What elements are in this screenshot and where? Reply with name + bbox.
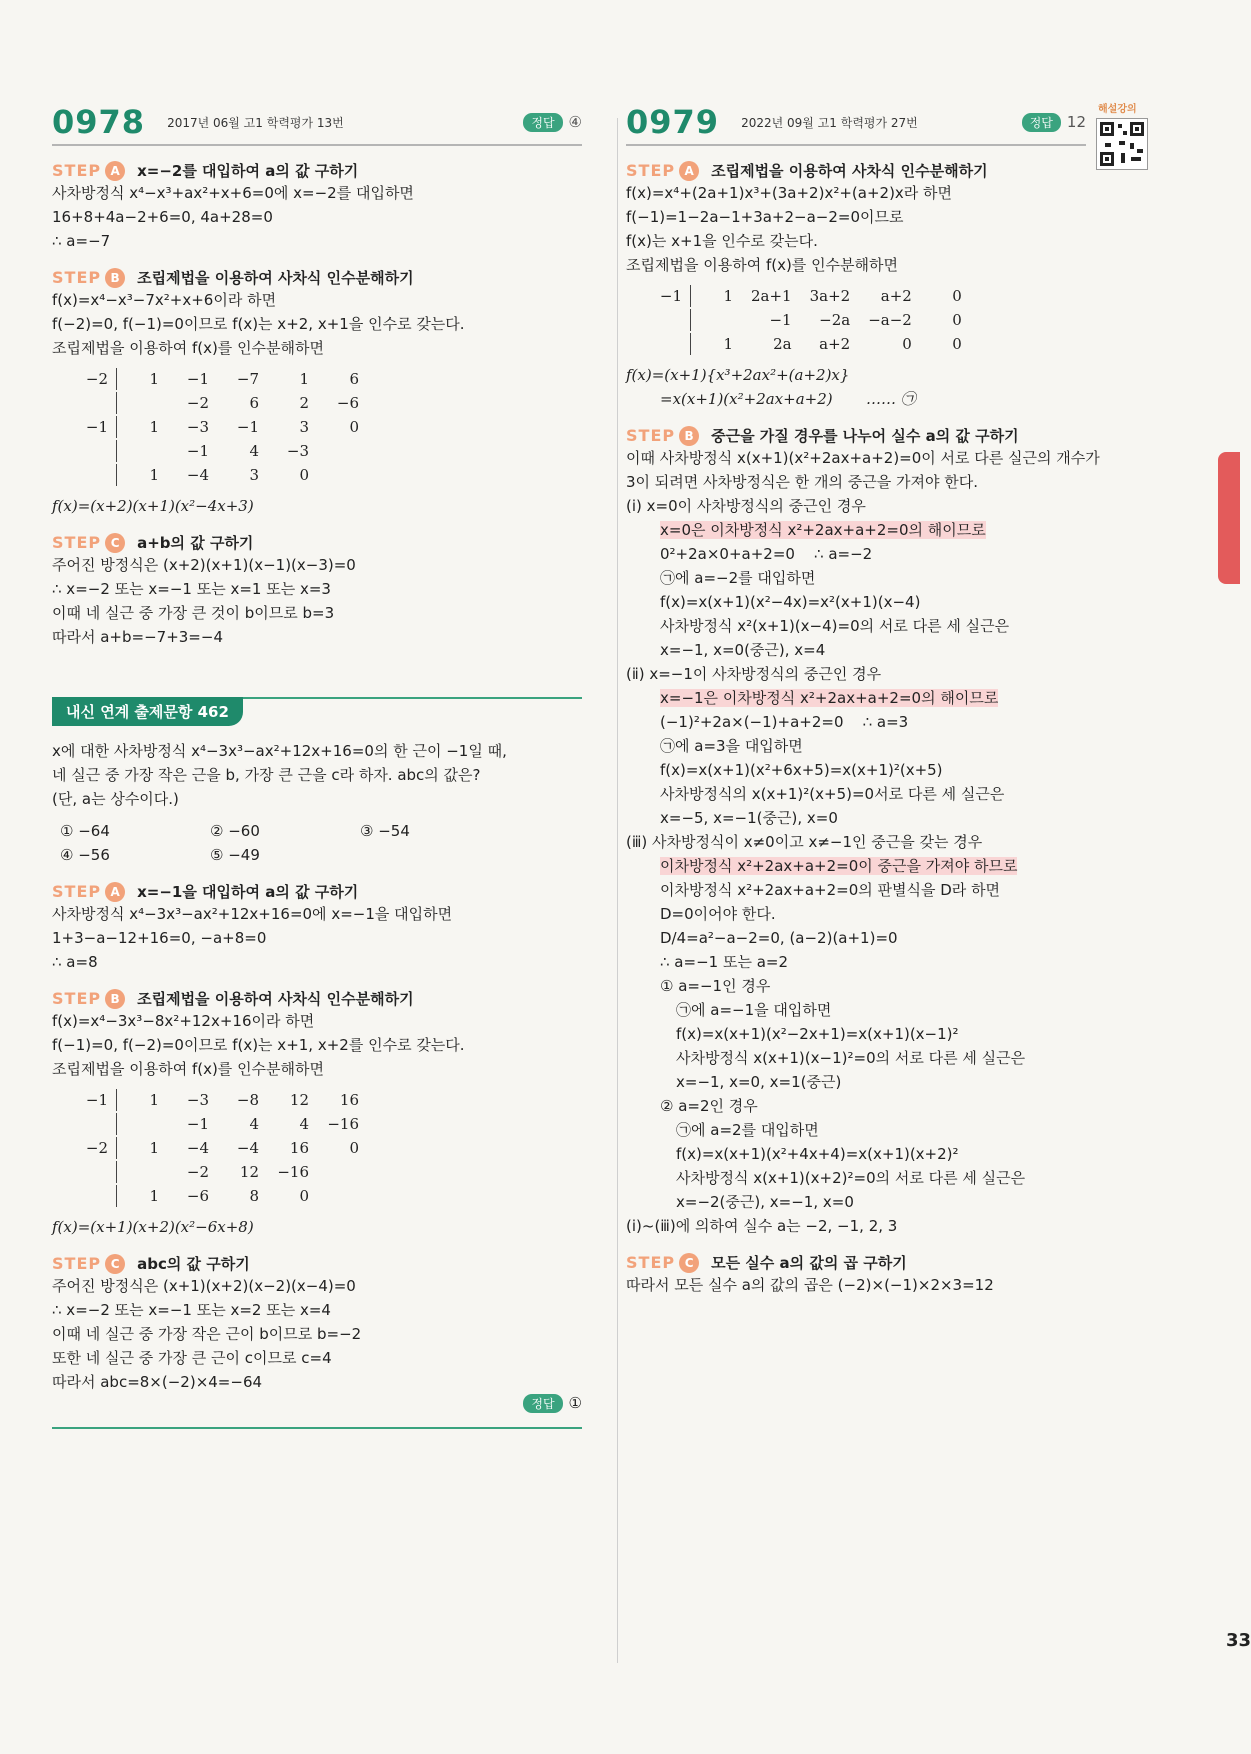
table-cell: 1	[723, 287, 733, 305]
step-heading: STEP C 모든 실수 a의 값의 곱 구하기	[626, 1253, 907, 1272]
text-line: (단, a는 상수이다.)	[52, 790, 179, 808]
table-cell: 0	[952, 335, 962, 353]
table-cell	[68, 1113, 117, 1135]
table-cell: 1	[723, 335, 733, 353]
problem-0978	[52, 100, 582, 1429]
text-line: ∴ a=−7	[52, 232, 111, 250]
table-cell: 8	[249, 1187, 259, 1205]
subcase-2	[626, 1094, 1146, 1214]
table-cell: −4	[236, 1139, 259, 1157]
table-cell: 0	[299, 466, 309, 484]
text-line: ④ −56	[60, 846, 110, 864]
table-cell: 0	[952, 311, 962, 329]
table-cell: a+2	[819, 335, 851, 353]
text-line: 주어진 방정식은 (x+2)(x+1)(x−1)(x−3)=0	[52, 556, 356, 574]
table-cell: 3	[249, 466, 259, 484]
table-cell	[68, 464, 117, 486]
table-cell: 4	[249, 1115, 259, 1133]
text-line: x=−2(중근), x=−1, x=0	[676, 1193, 854, 1211]
text-line: ∴ x=−2 또는 x=−1 또는 x=1 또는 x=3	[52, 580, 331, 598]
text-line: ㉠에 a=−2를 대입하면	[660, 569, 816, 587]
case-3	[626, 830, 1146, 974]
answer-value: ④	[568, 113, 582, 131]
table-cell	[319, 464, 367, 486]
table-cell: 0	[349, 418, 359, 436]
table-cell: 1	[149, 370, 159, 388]
table-cell: 12	[289, 1091, 309, 1109]
problem-source: 2022년 09월 고1 학력평가 27번	[741, 115, 918, 130]
text-line: ㉠에 a=−1을 대입하면	[676, 1001, 832, 1019]
table-cell	[68, 440, 117, 462]
table-cell: −2	[186, 394, 209, 412]
table-cell: −4	[186, 1139, 209, 1157]
text-line: f(x)=x(x+1)(x²+6x+5)=x(x+1)²(x+5)	[660, 761, 943, 779]
step-body	[626, 181, 1146, 277]
text-line: 조립제법을 이용하여 f(x)를 인수분해하면	[52, 1060, 325, 1078]
subcase-1	[626, 974, 1146, 1094]
table-cell: 1	[149, 1139, 159, 1157]
table-cell: 2a	[773, 335, 792, 353]
table-row	[642, 285, 970, 307]
table-cell: −a−2	[868, 311, 912, 329]
text-line: 사차방정식 x⁴−3x³−ax²+12x+16=0에 x=−1을 대입하면	[52, 905, 453, 923]
problem-number: 0979	[626, 103, 720, 141]
text-line: 이차방정식 x²+2ax+a+2=0이 중근을 가져야 하므로	[660, 857, 1018, 875]
table-cell: 4	[299, 1115, 309, 1133]
text-line: 16+8+4a−2+6=0, 4a+28=0	[52, 208, 273, 226]
text-line: (−1)²+2a×(−1)+a+2=0 ∴ a=3	[660, 713, 909, 731]
table-row	[68, 392, 367, 414]
table-cell	[319, 440, 367, 462]
text-line: 주어진 방정식은 (x+1)(x+2)(x−2)(x−4)=0	[52, 1277, 356, 1295]
text-line: 사차방정식 x⁴−x³+ax²+x+6=0에 x=−2를 대입하면	[52, 184, 414, 202]
text-line: f(x)=x⁴+(2a+1)x³+(3a+2)x²+(a+2)x라 하면	[626, 184, 953, 202]
table-cell: −16	[327, 1115, 359, 1133]
text-line: x=−1, x=0, x=1(중근)	[676, 1073, 842, 1091]
table-cell: 1	[299, 370, 309, 388]
answer-value: 12	[1066, 113, 1086, 131]
table-cell: 2	[299, 394, 309, 412]
text-line: f(x)는 x+1을 인수로 갖는다.	[626, 232, 818, 250]
problem-header	[52, 100, 582, 146]
table-cell	[642, 309, 691, 331]
qr-label: 해설강의	[1098, 104, 1137, 115]
text-line: 0²+2a×0+a+2=0 ∴ a=−2	[660, 545, 873, 563]
step-body	[52, 1274, 582, 1394]
text-line	[360, 843, 510, 867]
table-cell: −1	[186, 1115, 209, 1133]
table-cell: −2a	[819, 311, 851, 329]
synthetic-division-table	[640, 283, 972, 357]
table-cell: 16	[339, 1091, 359, 1109]
table-row	[68, 1089, 367, 1111]
table-cell: −1	[236, 418, 259, 436]
factorization-result: =x(x+1)(x²+2ax+a+2) …… ㉠	[660, 390, 916, 408]
related-problem-question	[52, 739, 582, 811]
text-line: 이때 네 실근 중 가장 작은 근이 b이므로 b=−2	[52, 1325, 362, 1343]
text-line: f(x)=x(x+1)(x²−4x)=x²(x+1)(x−4)	[660, 593, 921, 611]
text-line: 3이 되려면 사차방정식은 한 개의 중근을 가져야 한다.	[626, 473, 978, 491]
text-line: ㉠에 a=2를 대입하면	[676, 1121, 819, 1139]
table-cell: −6	[186, 1187, 209, 1205]
text-line: x=0은 이차방정식 x²+2ax+a+2=0의 해이므로	[660, 521, 986, 539]
text-line: x에 대한 사차방정식 x⁴−3x³−ax²+12x+16=0의 한 근이 −1일 때,	[52, 742, 507, 760]
step-heading: STEP B 중근을 가질 경우를 나누어 실수 a의 값 구하기	[626, 426, 1019, 445]
text-line: ∴ a=−1 또는 a=2	[660, 953, 789, 971]
table-cell: −2	[68, 368, 117, 390]
step-body	[52, 1009, 582, 1081]
table-cell: 12	[239, 1163, 259, 1181]
case-2	[626, 662, 1146, 830]
table-cell	[693, 309, 741, 331]
table-cell: 4	[249, 442, 259, 460]
text-line: ∴ a=8	[52, 953, 98, 971]
problem-0979	[626, 100, 1146, 1297]
table-cell: 0	[299, 1187, 309, 1205]
text-line: (ⅰ) x=0이 사차방정식의 중근인 경우	[626, 497, 866, 515]
table-row	[68, 464, 367, 486]
table-cell: −1	[68, 1089, 117, 1111]
table-cell: −1	[186, 442, 209, 460]
table-cell: 6	[349, 370, 359, 388]
answer-badge: 정답	[1022, 113, 1061, 132]
table-cell	[319, 1185, 367, 1207]
text-line: 이차방정식 x²+2ax+a+2=0의 판별식을 D라 하면	[660, 881, 1001, 899]
answer-badge: 정답	[523, 113, 562, 132]
text-line: 사차방정식의 x(x+1)²(x+5)=0서로 다른 세 실근은	[660, 785, 1005, 803]
answer-box	[1022, 113, 1086, 132]
synthetic-division-table	[66, 366, 369, 488]
problem-header	[626, 100, 1086, 146]
table-cell: −1	[642, 285, 691, 307]
final-answer	[52, 1394, 582, 1413]
page-number: 33	[1226, 1630, 1251, 1651]
table-cell: 3	[299, 418, 309, 436]
text-line: f(−1)=0, f(−2)=0이므로 f(x)는 x+1, x+2를 인수로 갖는다.	[52, 1036, 465, 1054]
text-line: 이때 사차방정식 x(x+1)(x²+2ax+a+2)=0이 서로 다른 실근의 개수가	[626, 449, 1100, 467]
problem-source: 2017년 06월 고1 학력평가 13번	[167, 115, 344, 130]
table-row	[642, 333, 970, 355]
table-cell	[119, 440, 167, 462]
related-problem-banner	[52, 697, 582, 721]
text-line: 조립제법을 이용하여 f(x)를 인수분해하면	[626, 256, 899, 274]
text-line: ∴ x=−2 또는 x=−1 또는 x=2 또는 x=4	[52, 1301, 331, 1319]
table-cell: −3	[186, 418, 209, 436]
table-cell: −2	[68, 1137, 117, 1159]
table-row	[68, 440, 367, 462]
table-cell: 1	[149, 1091, 159, 1109]
text-line: ① −64	[60, 822, 110, 840]
table-cell: a+2	[880, 287, 912, 305]
step-heading: STEP C abc의 값 구하기	[52, 1254, 250, 1273]
text-line: f(x)=x(x+1)(x²−2x+1)=x(x+1)(x−1)²	[676, 1025, 959, 1043]
table-cell: 1	[149, 418, 159, 436]
step-heading: STEP C a+b의 값 구하기	[52, 533, 254, 552]
case-1	[626, 494, 1146, 662]
table-cell	[68, 392, 117, 414]
text-line: x=−1, x=0(중근), x=4	[660, 641, 826, 659]
related-problem-tag: 내신 연계 출제문항 462	[52, 697, 243, 726]
table-cell	[119, 392, 167, 414]
text-line: ② a=2인 경우	[660, 1097, 758, 1115]
synthetic-division-table	[66, 1087, 369, 1209]
text-line: ① a=−1인 경우	[660, 977, 771, 995]
factorization-result: f(x)=(x+1)(x+2)(x²−6x+8)	[52, 1218, 254, 1236]
table-cell: −16	[277, 1163, 309, 1181]
answer-badge: 정답	[523, 1394, 562, 1413]
text-line: (ⅱ) x=−1이 사차방정식의 중근인 경우	[626, 665, 882, 683]
table-cell: −2	[186, 1163, 209, 1181]
text-line: ㉠에 a=3을 대입하면	[660, 737, 803, 755]
table-cell: 6	[249, 394, 259, 412]
table-cell: −1	[186, 370, 209, 388]
problem-number: 0978	[52, 103, 146, 141]
table-row	[68, 1137, 367, 1159]
text-line: 조립제법을 이용하여 f(x)를 인수분해하면	[52, 339, 325, 357]
column-divider	[617, 118, 618, 1663]
table-cell: −8	[236, 1091, 259, 1109]
answer-value: ①	[568, 1394, 582, 1412]
text-line: f(x)=x⁴−x³−7x²+x+6이라 하면	[52, 291, 277, 309]
step-heading: STEP B 조립제법을 이용하여 사차식 인수분해하기	[52, 989, 414, 1008]
table-cell	[119, 1161, 167, 1183]
text-line: ③ −54	[360, 822, 410, 840]
table-cell	[68, 1185, 117, 1207]
text-line: f(−2)=0, f(−1)=0이므로 f(x)는 x+2, x+1을 인수로 갖는다.	[52, 315, 465, 333]
step-heading: STEP A x=−1을 대입하여 a의 값 구하기	[52, 882, 359, 901]
text-line: 사차방정식 x(x+1)(x−1)²=0의 서로 다른 세 실근은	[676, 1049, 1026, 1067]
text-line: ⑤ −49	[210, 846, 260, 864]
text-line: f(x)=x(x+1)(x²+4x+4)=x(x+1)(x+2)²	[676, 1145, 959, 1163]
answer-box	[523, 113, 582, 132]
text-line: 따라서 모든 실수 a의 값의 곱은 (−2)×(−1)×2×3=12	[626, 1276, 994, 1294]
table-row	[68, 1113, 367, 1135]
step-body	[52, 553, 582, 649]
step-body	[626, 1273, 1146, 1297]
table-cell	[68, 1161, 117, 1183]
text-line: 네 실근 중 가장 작은 근을 b, 가장 큰 근을 c라 하자. abc의 값은?	[52, 766, 481, 784]
factorization-result: f(x)=(x+1){x³+2ax²+(a+2)x}	[626, 366, 850, 384]
table-row	[68, 416, 367, 438]
table-cell: −3	[286, 442, 309, 460]
table-cell: −1	[769, 311, 792, 329]
text-line: ② −60	[210, 822, 260, 840]
table-cell: −4	[186, 466, 209, 484]
text-line: D/4=a²−a−2=0, (a−2)(a+1)=0	[660, 929, 898, 947]
text-line: (ⅲ) 사차방정식이 x≠0이고 x≠−1인 중근을 갖는 경우	[626, 833, 983, 851]
step-body	[52, 902, 582, 974]
case-conclusion: (ⅰ)~(ⅲ)에 의하여 실수 a는 −2, −1, 2, 3	[626, 1217, 898, 1235]
table-row	[68, 368, 367, 390]
section-end-rule	[52, 1427, 582, 1429]
table-cell: 0	[902, 335, 912, 353]
text-line: 따라서 abc=8×(−2)×4=−64	[52, 1373, 263, 1391]
step-body	[52, 181, 582, 253]
table-cell: 16	[289, 1139, 309, 1157]
table-cell: −3	[186, 1091, 209, 1109]
step-body	[626, 446, 1146, 494]
table-cell: −7	[236, 370, 259, 388]
text-line: f(−1)=1−2a−1+3a+2−a−2=0이므로	[626, 208, 904, 226]
table-cell: −1	[68, 416, 117, 438]
text-line: 1+3−a−12+16=0, −a+8=0	[52, 929, 267, 947]
answer-choices	[60, 819, 582, 867]
factorization-result: f(x)=(x+2)(x+1)(x²−4x+3)	[52, 497, 254, 515]
text-line: x=−5, x=−1(중근), x=0	[660, 809, 838, 827]
step-body	[52, 288, 582, 360]
table-cell	[642, 333, 691, 355]
step-heading: STEP A x=−2를 대입하여 a의 값 구하기	[52, 161, 359, 180]
table-cell: −6	[336, 394, 359, 412]
step-heading: STEP A 조립제법을 이용하여 사차식 인수분해하기	[626, 161, 988, 180]
table-cell: 1	[149, 466, 159, 484]
table-row	[68, 1185, 367, 1207]
table-row	[68, 1161, 367, 1183]
table-cell	[119, 1113, 167, 1135]
table-row	[642, 309, 970, 331]
table-cell: 3a+2	[809, 287, 851, 305]
table-cell	[319, 1161, 367, 1183]
table-cell: 2a+1	[751, 287, 792, 305]
text-line: 사차방정식 x(x+1)(x+2)²=0의 서로 다른 세 실근은	[676, 1169, 1026, 1187]
text-line: 따라서 a+b=−7+3=−4	[52, 628, 223, 646]
text-line: f(x)=x⁴−3x³−8x²+12x+16이라 하면	[52, 1012, 315, 1030]
table-cell: 0	[349, 1139, 359, 1157]
section-tab	[1218, 452, 1240, 584]
text-line: D=0이어야 한다.	[660, 905, 776, 923]
text-line: 사차방정식 x²(x+1)(x−4)=0의 서로 다른 세 실근은	[660, 617, 1010, 635]
step-heading: STEP B 조립제법을 이용하여 사차식 인수분해하기	[52, 268, 414, 287]
text-line: 또한 네 실근 중 가장 큰 근이 c이므로 c=4	[52, 1349, 332, 1367]
text-line: x=−1은 이차방정식 x²+2ax+a+2=0의 해이므로	[660, 689, 999, 707]
table-cell: 1	[149, 1187, 159, 1205]
text-line: 이때 네 실근 중 가장 큰 것이 b이므로 b=3	[52, 604, 335, 622]
table-cell: 0	[952, 287, 962, 305]
